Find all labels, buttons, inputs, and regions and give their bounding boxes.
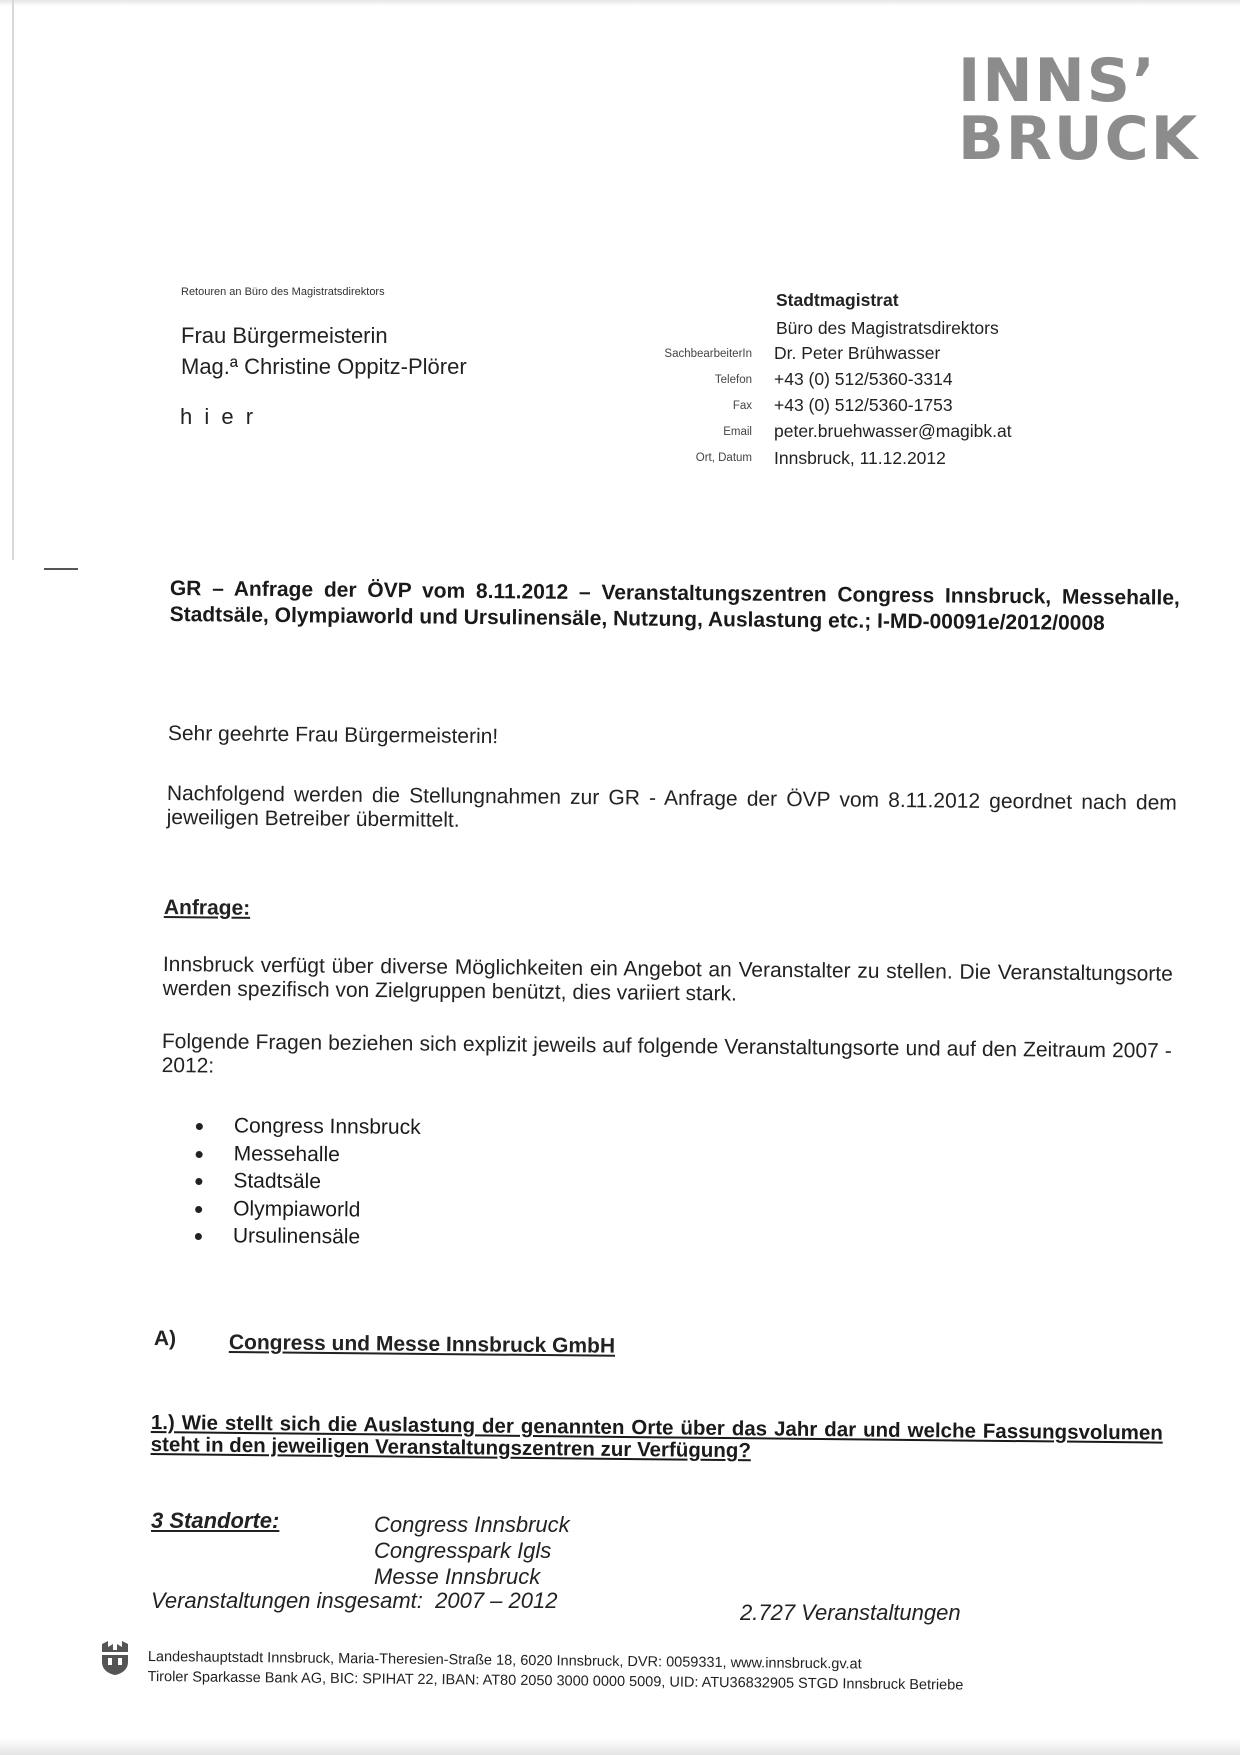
sender-office: Büro des Magistratsdirektors: [776, 318, 999, 338]
recipient-line-3: h i e r: [180, 404, 257, 429]
standort-2: Congresspark Igls: [374, 1538, 552, 1563]
venue-list: [195, 1112, 421, 1251]
list-item: Stadtsäle: [195, 1167, 420, 1196]
total-events-label: Veranstaltungen insgesamt: 2007 – 2012: [151, 1588, 558, 1613]
list-item: Olympiaworld: [195, 1194, 420, 1223]
standort-1: Congress Innsbruck: [374, 1512, 570, 1537]
footer-line-1: Landeshauptstadt Innsbruck, Maria-Theresien-Straße 18, 6020 Innsbruck, DVR: 0059331, www.innsbruck.gv.at: [147, 1648, 862, 1673]
salutation: Sehr geehrte Frau Bürgermeisterin!: [167, 722, 499, 749]
value-ort-datum: Innsbruck, 11.12.2012: [774, 448, 946, 468]
list-item: Messehalle: [196, 1139, 421, 1168]
bullet-icon: [196, 1123, 203, 1130]
footer-line-2: Tiroler Sparkasse Bank AG, BIC: SPIHAT 22, IBAN: AT80 2050 3000 0000 5009, UID: ATU36832905 STGD Innsbruck Betriebe: [147, 1668, 964, 1694]
label-fax: Fax: [732, 400, 752, 412]
standort-3: Messe Innsbruck: [374, 1564, 541, 1589]
value-email: peter.bruehwasser@magibk.at: [774, 421, 1012, 441]
scan-edge-left: [12, 0, 14, 560]
logo-line-1: INNS’: [958, 46, 1157, 116]
bullet-icon: [195, 1178, 202, 1185]
recipient-line-2: Mag.ª Christine Oppitz-Plörer: [181, 354, 467, 379]
label-sachbearbeiter: SachbearbeiterIn: [664, 348, 752, 360]
label-ort-datum: Ort, Datum: [695, 452, 752, 464]
innsbruck-logo: [958, 46, 1208, 174]
total-events-value: 2.727 Veranstaltungen: [740, 1600, 961, 1625]
bullet-icon: [195, 1205, 202, 1212]
logo-line-2: BRUCK: [958, 104, 1200, 174]
standorte-heading: 3 Standorte:: [151, 1508, 280, 1533]
intro-paragraph: Nachfolgend werden die Stellungnahmen zur GR - Anfrage der ÖVP vom 8.11.2012 geordnet nach dem jeweiligen Betreiber übermittelt.: [166, 782, 1177, 832]
anfrage-paragraph-1: Innsbruck verfügt über diverse Möglichkeiten ein Angebot an Veranstalter zu stellen. Die Veranstaltungsorte werden spezifisch von Zielgruppen benützt, dies variiert stark.: [162, 953, 1173, 1006]
value-telefon: +43 (0) 512/5360-3314: [774, 369, 953, 389]
label-telefon: Telefon: [714, 374, 752, 386]
footer: [148, 1647, 964, 1696]
scan-edge-bottom: [0, 1738, 1240, 1755]
return-note: Retouren an Büro des Magistratsdirektors: [181, 286, 385, 298]
scan-edge-top: [0, 0, 1240, 6]
subject-line: GR – Anfrage der ÖVP vom 8.11.2012 – Veranstaltungszentren Congress Innsbruck, Messehalle, Stadtsäle, Olympiaworld und Ursulinensäle, Nutzung, Auslastung etc.; I-MD-00091e/2012/0008: [169, 576, 1180, 635]
value-sachbearbeiter: Dr. Peter Brühwasser: [774, 343, 941, 363]
value-fax: +43 (0) 512/5360-1753: [774, 395, 953, 415]
section-a-label: A): [153, 1327, 177, 1351]
section-a-title: Congress und Messe Innsbruck GmbH: [228, 1331, 616, 1358]
recipient-line-1: Frau Bürgermeisterin: [181, 323, 388, 348]
bullet-icon: [196, 1150, 203, 1157]
anfrage-paragraph-2: Folgende Fragen beziehen sich explizit jeweils auf folgende Veranstaltungsorte und auf den Zeitraum 2007 - 2012:: [161, 1030, 1172, 1078]
question-1: 1.) Wie stellt sich die Auslastung der genannten Orte über das Jahr dar und welche Fassungsvolumen steht in den jeweiligen Veranstaltungszentren zur Verfügung?: [150, 1411, 1163, 1463]
label-email: Email: [723, 426, 752, 438]
anfrage-heading: Anfrage:: [163, 896, 251, 920]
sender-org: Stadtmagistrat: [776, 290, 899, 310]
list-item: Ursulinensäle: [195, 1222, 420, 1251]
fold-mark: [44, 568, 78, 570]
bullet-icon: [195, 1233, 202, 1240]
list-item: Congress Innsbruck: [196, 1112, 421, 1141]
city-emblem-icon: [99, 1640, 131, 1676]
